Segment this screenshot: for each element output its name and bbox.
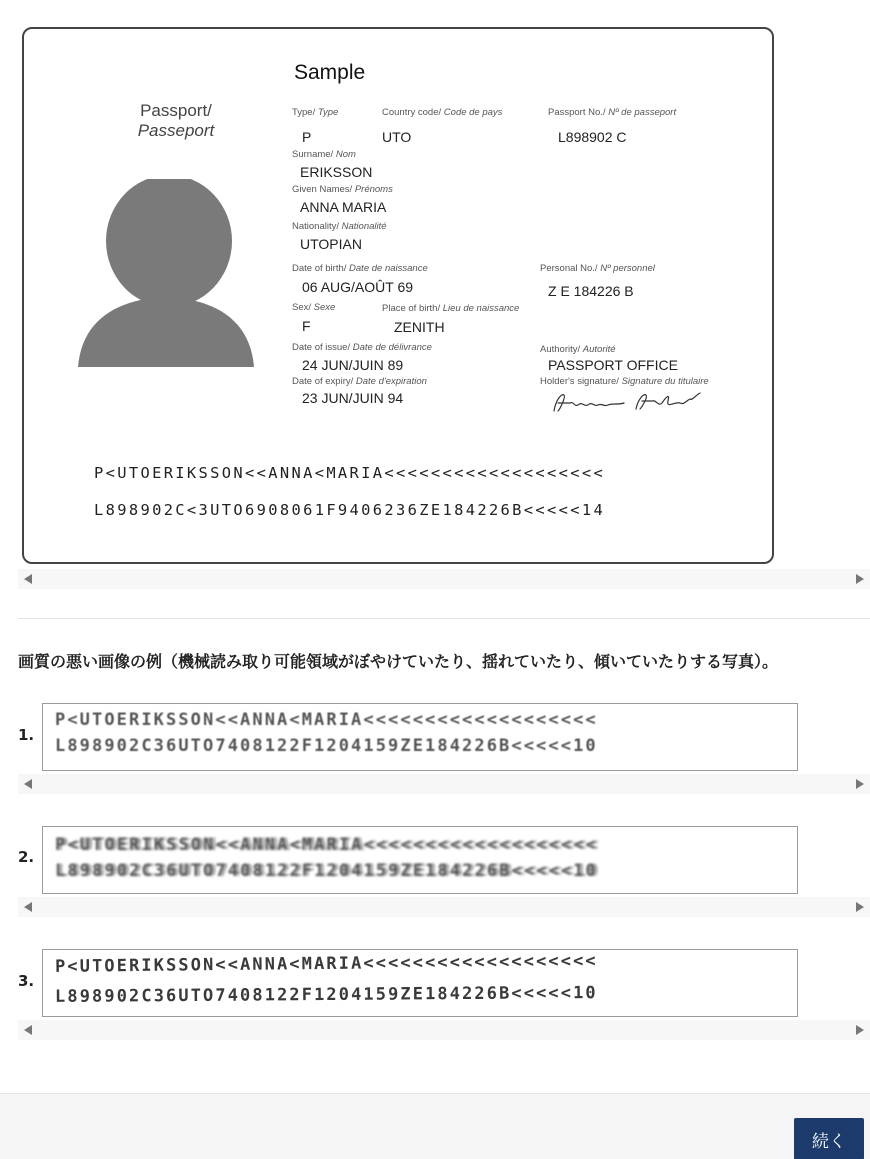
example-mrz-line-1: P<UTOERIKSSON<<ANNA<MARIA<<<<<<<<<<<<<<<<<<<: [55, 835, 598, 855]
example-mrz-line-2: L898902C36UTO7408122F1204159ZE184226B<<<<<10: [55, 736, 598, 756]
passport-doc-label-en: Passport/: [140, 101, 212, 120]
scroll-left-arrow-icon[interactable]: [24, 902, 32, 912]
scroll-right-arrow-icon[interactable]: [856, 902, 864, 912]
scroll-right-arrow-icon[interactable]: [856, 574, 864, 584]
sex-value: F: [302, 318, 311, 334]
example-mrz-line-2: L898902C36UTO7408122F1204159ZE184226B<<<<<10: [54, 983, 598, 1007]
date-of-birth-value: 06 AUG/AOÛT 69: [302, 279, 414, 295]
scroll-right-arrow-icon[interactable]: [856, 1025, 864, 1035]
passport-sample-title: Sample: [294, 61, 366, 84]
signature-label: Holder's signature/ Signature du titulaire: [540, 376, 709, 387]
sex-label: Sex/ Sexe: [292, 302, 336, 313]
shaken-mrz-example: [42, 826, 798, 894]
scroll-left-arrow-icon[interactable]: [24, 779, 32, 789]
person-silhouette-icon: [78, 179, 254, 367]
blurry-mrz-example: [42, 703, 798, 771]
country-code-label: Country code/ Code de pays: [382, 107, 503, 118]
date-of-birth-label: Date of birth/ Date de naissance: [292, 263, 428, 274]
personal-no-label: Personal No./ Nº personnel: [540, 263, 655, 274]
mrz-line-2: L898902C<3UTO6908061F9406236ZE184226B<<<<<14: [94, 501, 606, 519]
surname-value: ERIKSSON: [300, 164, 373, 180]
date-of-expiry-label: Date of expiry/ Date d'expiration: [292, 376, 427, 387]
date-of-issue-value: 24 JUN/JUIN 89: [302, 357, 404, 373]
example-horizontal-scrollbar[interactable]: [18, 1020, 870, 1040]
passport-sample-image: [22, 27, 774, 564]
continue-button[interactable]: 続く: [794, 1118, 864, 1159]
date-of-issue-label: Date of issue/ Date de délivrance: [292, 342, 432, 353]
country-code-value: UTO: [382, 129, 412, 145]
date-of-expiry-value: 23 JUN/JUIN 94: [302, 390, 404, 406]
scroll-left-arrow-icon[interactable]: [24, 1025, 32, 1035]
surname-label: Surname/ Nom: [292, 149, 356, 160]
example-mrz-line-1: P<UTOERIKSSON<<ANNA<MARIA<<<<<<<<<<<<<<<<<<<: [54, 951, 598, 977]
nationality-label: Nationality/ Nationalité: [292, 221, 387, 232]
example-horizontal-scrollbar[interactable]: [18, 774, 870, 794]
place-of-birth-label: Place of birth/ Lieu de naissance: [382, 303, 520, 314]
footer-bar: [0, 1093, 870, 1159]
nationality-value: UTOPIAN: [300, 236, 362, 252]
place-of-birth-value: ZENITH: [394, 319, 445, 335]
type-label: Type/ Type: [292, 107, 339, 118]
personal-no-value: Z E 184226 B: [548, 283, 634, 299]
poor-quality-description: 画質の悪い画像の例（機械読み取り可能領域がぼやけていたり、揺れていたり、傾いていたりする写真）。: [18, 652, 779, 671]
example-horizontal-scrollbar[interactable]: [18, 897, 870, 917]
image-horizontal-scrollbar[interactable]: [18, 569, 870, 589]
section-divider: [18, 618, 870, 619]
holder-signature-image: [548, 389, 708, 417]
passport-no-value: L898902 C: [558, 129, 627, 145]
example-number: 1.: [18, 726, 35, 744]
mrz-line-1: P<UTOERIKSSON<<ANNA<MARIA<<<<<<<<<<<<<<<<<<<: [94, 464, 606, 482]
scroll-left-arrow-icon[interactable]: [24, 574, 32, 584]
tilted-mrz-example: [42, 949, 798, 1017]
example-mrz-line-1: P<UTOERIKSSON<<ANNA<MARIA<<<<<<<<<<<<<<<<<<<: [55, 710, 598, 730]
example-mrz-line-2: L898902C36UTO7408122F1204159ZE184226B<<<<<10: [55, 861, 598, 881]
authority-label: Authority/ Autorité: [540, 344, 616, 355]
scroll-right-arrow-icon[interactable]: [856, 779, 864, 789]
type-value: P: [302, 129, 312, 145]
passport-doc-label-fr: Passeport: [137, 121, 215, 140]
authority-value: PASSPORT OFFICE: [548, 357, 678, 373]
given-names-label: Given Names/ Prénoms: [292, 184, 393, 195]
given-names-value: ANNA MARIA: [300, 199, 387, 215]
example-number: 3.: [18, 972, 35, 990]
example-number: 2.: [18, 848, 35, 866]
passport-no-label: Passport No./ Nº de passeport: [548, 107, 677, 118]
